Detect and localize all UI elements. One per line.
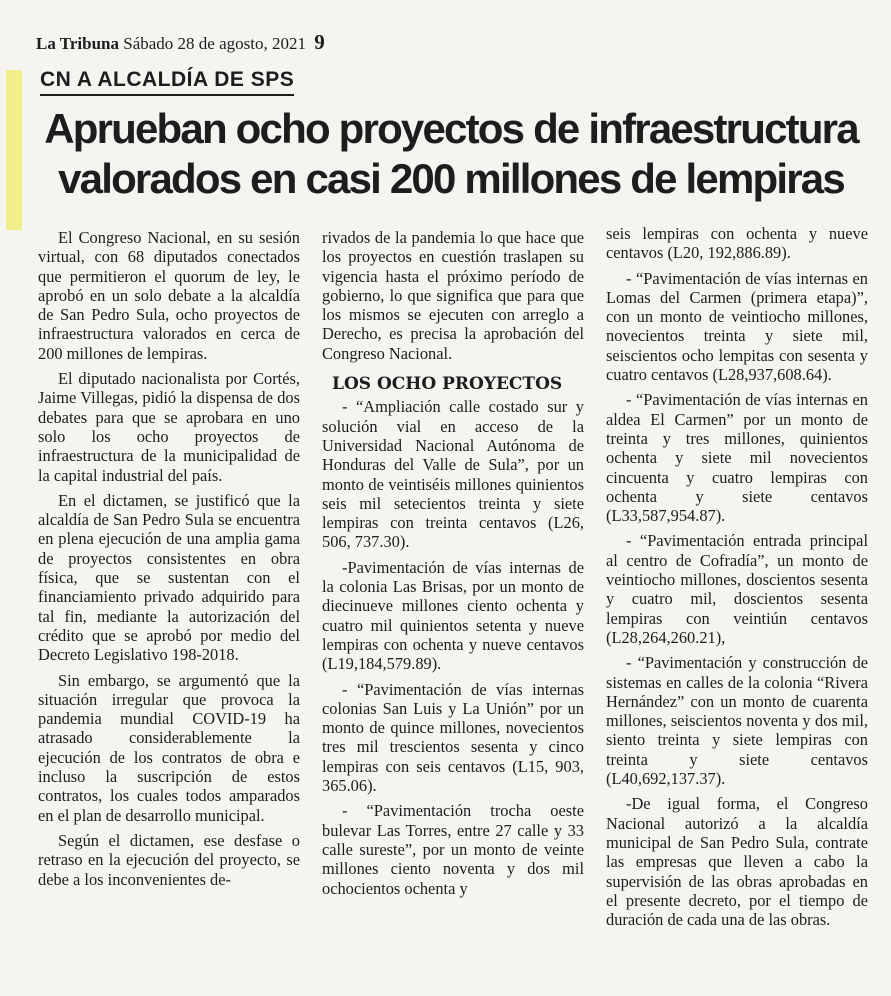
project-item: - “Pavimentación entrada principal al centro de Cofradía”, un monto de veintiocho millones, doscientos sesenta y cuatro mil, doscientos sesenta lempiras con veintiún centavos (L28,264,260.21), xyxy=(606,531,868,647)
headline-line-2: valorados en casi 200 millones de lempiras xyxy=(58,155,844,202)
paragraph: rivados de la pandemia lo que hace que los proyectos en cuestión traslapen su vigencia hasta el próximo período de gobierno, lo que significa que para que los mismos se ejecuten con arreglo a Derecho, es precisa la aprobación del Congreso Nacional. xyxy=(322,228,584,363)
page-number: 9 xyxy=(314,30,325,54)
page-header xyxy=(36,30,325,55)
article-column-1 xyxy=(38,228,300,895)
article-column-3 xyxy=(606,224,868,935)
paragraph: El Congreso Nacional, en su sesión virtual, con 68 diputados conectados que permitieron el quorum de ley, le aprobó en un solo debate a la alcaldía de San Pedro Sula, ocho proyectos de infraestructura valorados en cerca de 200 millones de lempiras. xyxy=(38,228,300,363)
article-headline xyxy=(36,104,866,204)
paragraph: Según el dictamen, ese desfase o retraso en la ejecución del proyecto, se debe a los inconvenientes de- xyxy=(38,830,300,889)
project-item: - “Ampliación calle costado sur y solución vial en acceso de la Universidad Nacional Autónoma de Honduras del Valle de Sula”, por un monto de veintiséis millones quinientos seis mil setecientos treinta y siete lempiras con treinta centavos (L26, 506, 737.30). xyxy=(322,397,584,552)
paragraph: En el dictamen, se justificó que la alcaldía de San Pedro Sula se encuentra en plena ejecución de una amplia gama de proyectos consistentes en obra física, que se sustentan con el financiamiento privado adquirido para tal fin, mediante la autorización del crédito que se aprobó por medio del Decreto Legislativo 198-2018. xyxy=(38,490,300,665)
project-item: - “Pavimentación trocha oeste bulevar Las Torres, entre 27 calle y 33 calle sureste”, por un monto de veinte millones ciento noventa y dos mil ochocientos ochenta y xyxy=(322,801,584,898)
paragraph: El diputado nacionalista por Cortés, Jaime Villegas, pidió la dispensa de dos debates para que se aprobara en uno solo los ocho proyectos de infraestructura de la municipalidad de la capital industrial del país. xyxy=(38,369,300,485)
headline-line-1: Aprueban ocho proyectos de infraestructura xyxy=(44,105,858,152)
project-item: - “Pavimentación y construcción de sistemas en calles de la colonia “Rivera Hernández” con un monto de cuarenta millones, seiscientos noventa y dos mil, siento treinta y siete lempiras con treinta y siete centavos (L40,692,137.37). xyxy=(606,653,868,789)
newspaper-name: La Tribuna xyxy=(36,34,119,53)
project-item: - “Pavimentación de vías internas en Lomas del Carmen (primera etapa)”, con un monto de veintiocho millones, novecientos treinta y siete mil, seiscientos ocho lempitas con sesenta y cuatro centavos (L28,937,608.64). xyxy=(606,268,868,385)
article-column-2 xyxy=(322,228,584,904)
section-kicker: CN A ALCALDÍA DE SPS xyxy=(40,68,294,96)
issue-date: Sábado 28 de agosto, 2021 xyxy=(123,34,306,53)
section-subhead: LOS OCHO PROYECTOS xyxy=(332,374,563,395)
paragraph: seis lempiras con ochenta y nueve centavos (L20, 192,886.89). xyxy=(606,224,868,263)
paragraph: -De igual forma, el Congreso Nacional autorizó a la alcaldía municipal de San Pedro Sula, contrate las empresas que lleven a cabo la supervisión de las obras aprobadas en el presente decreto, por el tiempo de duración de cada una de las obras. xyxy=(606,794,868,930)
highlighter-mark xyxy=(6,70,22,230)
project-item: - “Pavimentación de vías internas en aldea El Carmen” por un monto de treinta y tres millones, quinientos ochenta y siete mil novecientos cincuenta y cuatro lempiras con ochenta y siete centavos (L33,587,954.87). xyxy=(606,390,868,526)
paragraph: Sin embargo, se argumentó que la situación irregular que provoca la pandemia mundial COVID-19 ha atrasado considerablemente la ejecución de los contratos de obra e incluso la suscripción de estos contratos, los cuales todos amparados en el plan de desarrollo municipal. xyxy=(38,670,300,825)
project-item: -Pavimentación de vías internas de la colonia Las Brisas, por un monto de diecinueve millones ciento ochenta y cuatro mil quinientos setenta y nueve lempiras con ochenta y nueve centavos (L19,184,579.89). xyxy=(322,557,584,674)
project-item: - “Pavimentación de vías internas colonias San Luis y La Unión” por un monto de quince millones, novecientos tres mil trescientos sesenta y cinco lempiras con seis centavos (L15, 903, 365.06). xyxy=(322,679,584,796)
